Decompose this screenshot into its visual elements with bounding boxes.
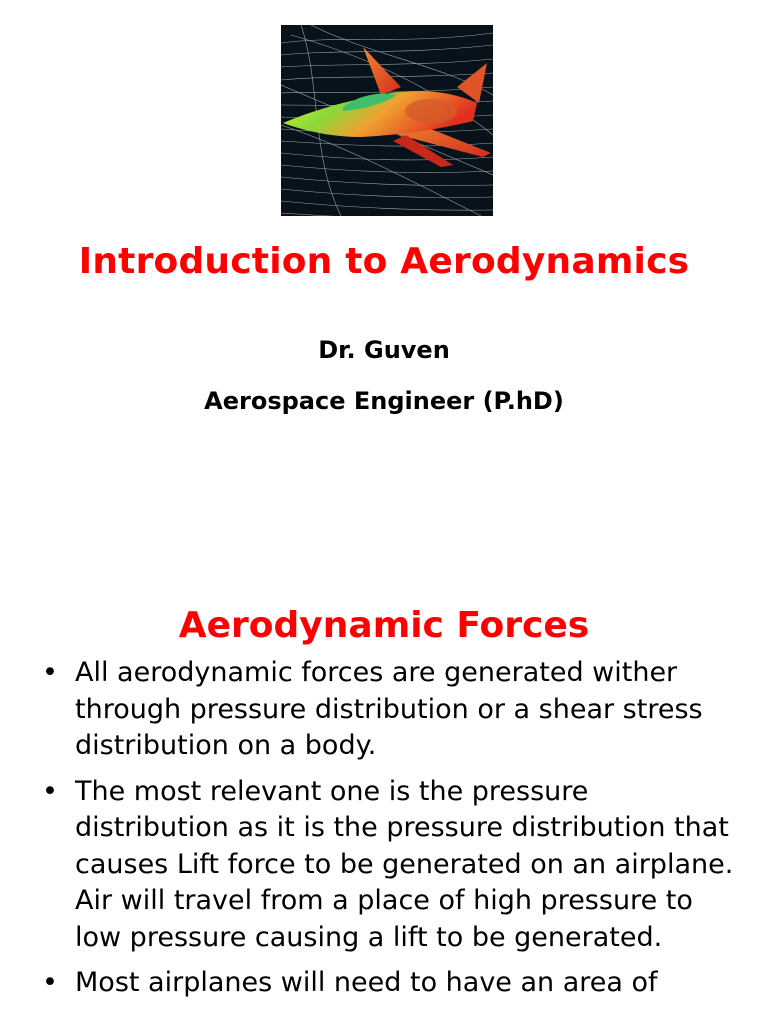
author-name: Dr. Guven [318, 336, 450, 364]
bullet-dot-icon: • [42, 775, 58, 807]
section-title: Aerodynamic Forces [178, 605, 590, 646]
bullet-item [40, 655, 740, 765]
bullet-item [40, 774, 740, 957]
bullet-dot-icon: • [42, 967, 58, 998]
jet-cfd-streamlines-graphic [281, 25, 493, 216]
slide-title: Introduction to Aerodynamics [78, 241, 690, 282]
bullet-dot-icon: • [42, 657, 58, 688]
upper-fin [363, 47, 401, 95]
bullet-text: Most airplanes will need to have an area of [75, 967, 658, 998]
author-role: Aerospace Engineer (P.hD) [204, 387, 564, 415]
engine-intake [405, 99, 457, 123]
bullet-text: The most relevant one is the pressure distribution as it is the pressure distribution that causes Lift force to be generated on an airplane. Air will travel from a place of high pressure to low pressure causing a lift to be generated. [75, 775, 734, 953]
tail-fin [457, 63, 487, 103]
jet-cfd-streamlines-icon [281, 25, 493, 216]
bullet-item [40, 965, 740, 1002]
bullet-list [40, 655, 740, 1011]
bullet-text: All aerodynamic forces are generated wither through pressure distribution or a shear stress distribution on a body. [75, 657, 703, 761]
